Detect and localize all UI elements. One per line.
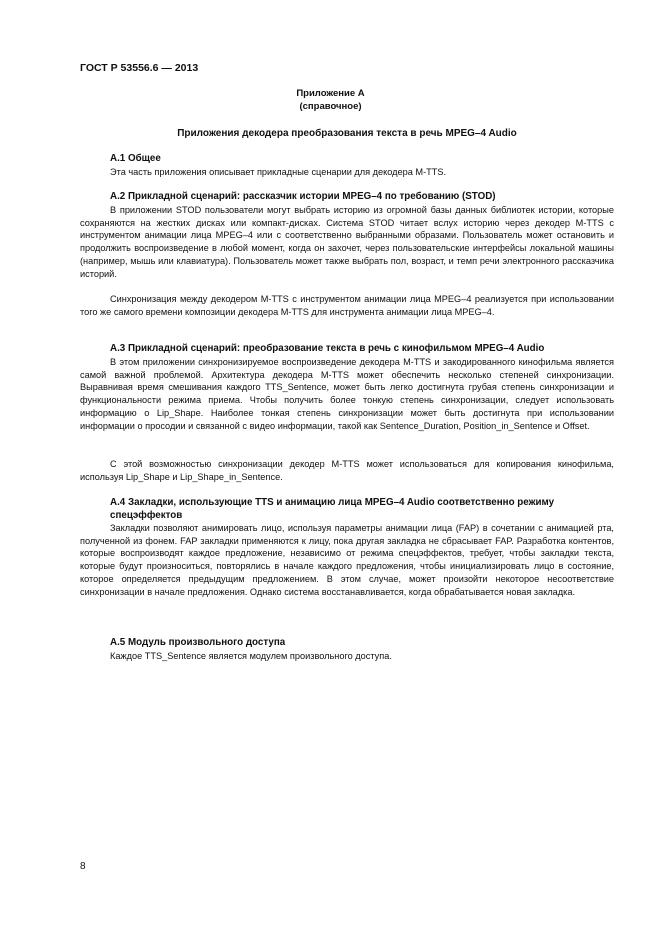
section-a2-heading: А.2 Прикладной сценарий: рассказчик истории MPEG–4 по требованию (STOD)	[110, 191, 496, 202]
document-header: ГОСТ Р 53556.6 — 2013	[80, 62, 199, 74]
section-a3-paragraph-1: В этом приложении синхронизируемое воспроизведение декодера M-TTS и закодированного кинофильма является самой важной проблемой. Архитектура декодера M-TTS может обеспечить несколько степеней синхронизации. Выравнивая время смешивания каждого TTS_Sentence, может быть легко достигнута грубая степень синхронизации и функциональности режима приема. Чтобы получить более тонкую степень синхронизации, следует использовать информацию о Lip_Shape. Наиболее тонкая степень синхронизации может быть достигнута при использовании информации о просодии и связанной с видео информации, такой как Sentence_Duration, Position_in_Sentence и Offset.	[80, 357, 614, 431]
section-a2-paragraph-1: В приложении STOD пользователи могут выбрать историю из огромной базы данных библиотек истории, которые сохраняются на жестких дисках или компакт-дисках. Система STOD читает вслух историю через декодер M-TTS с инструментом анимации лица MPEG–4 или с соответственно выбранными образами. Пользователь может остановить и продолжить воспроизведение в любой момент, когда он захочет, через пользовательские интерфейсы локальной машины (например, мышь или клавиатура). Пользователь может также выбрать пол, возраст, и темп речи электронного рассказчика историй.	[80, 205, 614, 279]
document-title: Приложения декодера преобразования текста в речь MPEG–4 Audio	[177, 128, 517, 139]
appendix-note: (справочное)	[299, 101, 362, 112]
section-a5-paragraph: Каждое TTS_Sentence является модулем произвольного доступа.	[110, 651, 392, 661]
section-a3-heading: А.3 Прикладной сценарий: преобразование текста в речь с кинофильмом MPEG–4 Audio	[110, 343, 545, 354]
section-a3-paragraph-2: С этой возможностью синхронизации декодер M-TTS может использоваться для копирования кинофильма, используя Lip_Shape и Lip_Shape_in_Sentence.	[80, 459, 614, 482]
appendix-title: Приложение А	[296, 88, 365, 99]
section-a5-heading: А.5 Модуль произвольного доступа	[110, 637, 286, 648]
page-number: 8	[80, 861, 86, 872]
section-a1-paragraph: Эта часть приложения описывает прикладные сценарии для декодера M-TTS.	[110, 167, 447, 177]
section-a1-heading: А.1 Общее	[110, 153, 161, 164]
section-a4-heading: А.4 Закладки, использующие TTS и анимацию лица MPEG–4 Audio соответственно режиму спецэффектов	[110, 497, 555, 521]
section-a2-paragraph-2: Синхронизация между декодером M-TTS с инструментом анимации лица MPEG–4 реализуется при использовании того же самого времени композиции декодера M-TTS для инструмента анимации лица MPEG–4.	[80, 294, 614, 317]
section-a4-paragraph: Закладки позволяют анимировать лицо, используя параметры анимации лица (FAP) в сочетании с анимацией рта, полученной из фонем. FAP закладки применяются к лицу, пока другая закладка не сбрасывает FAP. Разработка контентов, которые воспроизводят каждое предложение, независимо от режима спецэффектов, требует, чтобы закладки текста, которые будут произноситься, повторялись в начале каждого предложения, чтобы инициализировать лицо в состояние, которое определяется предыдущим предложением. В этом случае, может произойти некоторое несоответствие синхронизации в начале предложения. Однако система восстанавливается, когда обрабатывается новая закладка.	[80, 523, 614, 597]
